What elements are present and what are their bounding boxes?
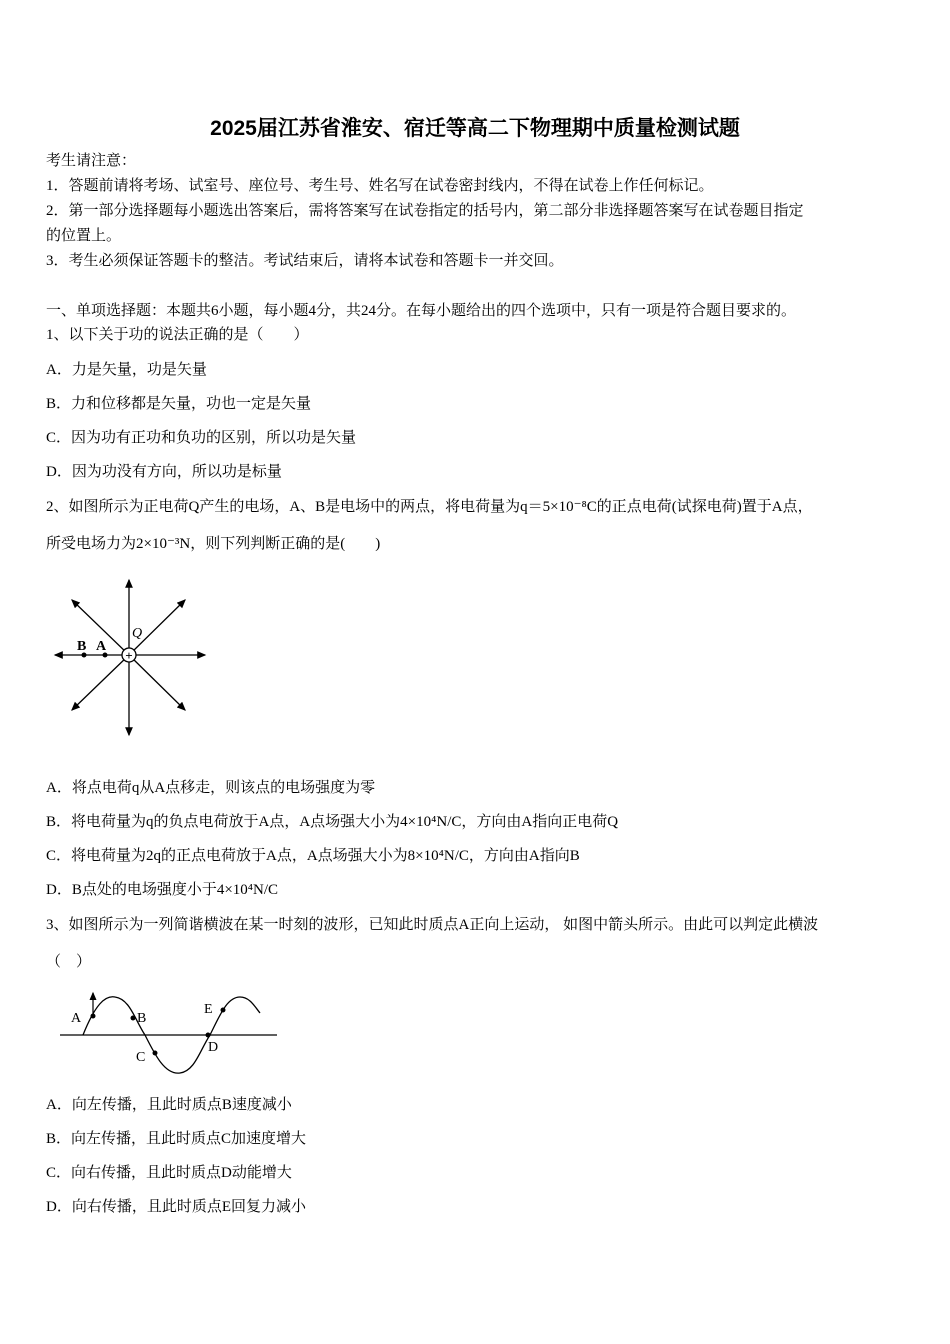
q2-option-a: A．将点电荷q从A点移走，则该点的电场强度为零	[46, 780, 376, 796]
positive-charge-label: +	[125, 648, 133, 663]
notice-item: 1．答题前请将考场、试室号、座位号、考生号、姓名写在试卷密封线内，不得在试卷上作任何标记。	[46, 178, 714, 194]
q3-option-d: D．向右传播，且此时质点E回复力减小	[46, 1199, 306, 1215]
q1-option-a: A．力是矢量，功是矢量	[46, 362, 207, 378]
q1-stem: 1、以下关于功的说法正确的是（ ）	[46, 327, 309, 343]
wave-label-a: A	[71, 1011, 82, 1026]
q3-option-c: C．向右传播，且此时质点D动能增大	[46, 1165, 292, 1181]
point-b-label: B	[77, 639, 87, 654]
wave-label-c: C	[136, 1050, 146, 1065]
wave-figure	[55, 985, 280, 1080]
q3-stem: 3、如图所示为一列简谐横波在某一时刻的波形，已知此时质点A正向上运动， 如图中箭头所示。由此可以判定此横波	[46, 917, 819, 933]
notice-item: 3．考生必须保证答题卡的整洁。考试结束后，请将本试卷和答题卡一并交回。	[46, 253, 564, 269]
q2-option-d: D．B点处的电场强度小于4×10⁴N/C	[46, 882, 279, 898]
electric-field-figure	[50, 575, 215, 740]
q3-option-b: B．向左传播，且此时质点C加速度增大	[46, 1131, 307, 1147]
wave-label-e: E	[204, 1002, 213, 1017]
wave-label-d: D	[208, 1040, 219, 1055]
point-a-label: A	[96, 639, 107, 654]
notice-item: 2．第一部分选择题每小题选出答案后，需将答案写在试卷指定的括号内，第二部分非选择题答案写在试卷题目指定	[46, 203, 804, 219]
section-heading: 一、单项选择题：本题共6小题，每小题4分，共24分。在每小题给出的四个选项中，只有一项是符合题目要求的。	[46, 303, 797, 319]
q1-option-b: B．力和位移都是矢量，功也一定是矢量	[46, 396, 312, 412]
q2-stem-cont: 所受电场力为2×10⁻³N，则下列判断正确的是( )	[46, 536, 381, 552]
q3-stem-cont: （ ）	[46, 954, 92, 970]
notice-heading: 考生请注意：	[46, 153, 137, 169]
q1-option-d: D．因为功没有方向，所以功是标量	[46, 464, 282, 480]
q2-stem: 2、如图所示为正电荷Q产生的电场，A、B是电场中的两点，将电荷量为q＝5×10⁻⁸C的正点电荷(试探电荷)置于A点，	[46, 499, 813, 515]
q1-option-c: C．因为功有正功和负功的区别，所以功是矢量	[46, 430, 357, 446]
page-title: 2025届江苏省淮安、宿迁等高二下物理期中质量检测试题	[210, 117, 740, 140]
q3-option-a: A．向左传播，且此时质点B速度减小	[46, 1097, 292, 1113]
notice-item: 的位置上。	[46, 228, 122, 244]
q2-option-c: C．将电荷量为2q的正点电荷放于A点，A点场强大小为8×10⁴N/C，方向由A指向B	[46, 848, 580, 864]
q2-option-b: B．将电荷量为q的负点电荷放于A点，A点场强大小为4×10⁴N/C，方向由A指向正电荷Q	[46, 814, 619, 830]
charge-q-label: Q	[132, 626, 143, 641]
wave-label-b: B	[137, 1011, 147, 1026]
